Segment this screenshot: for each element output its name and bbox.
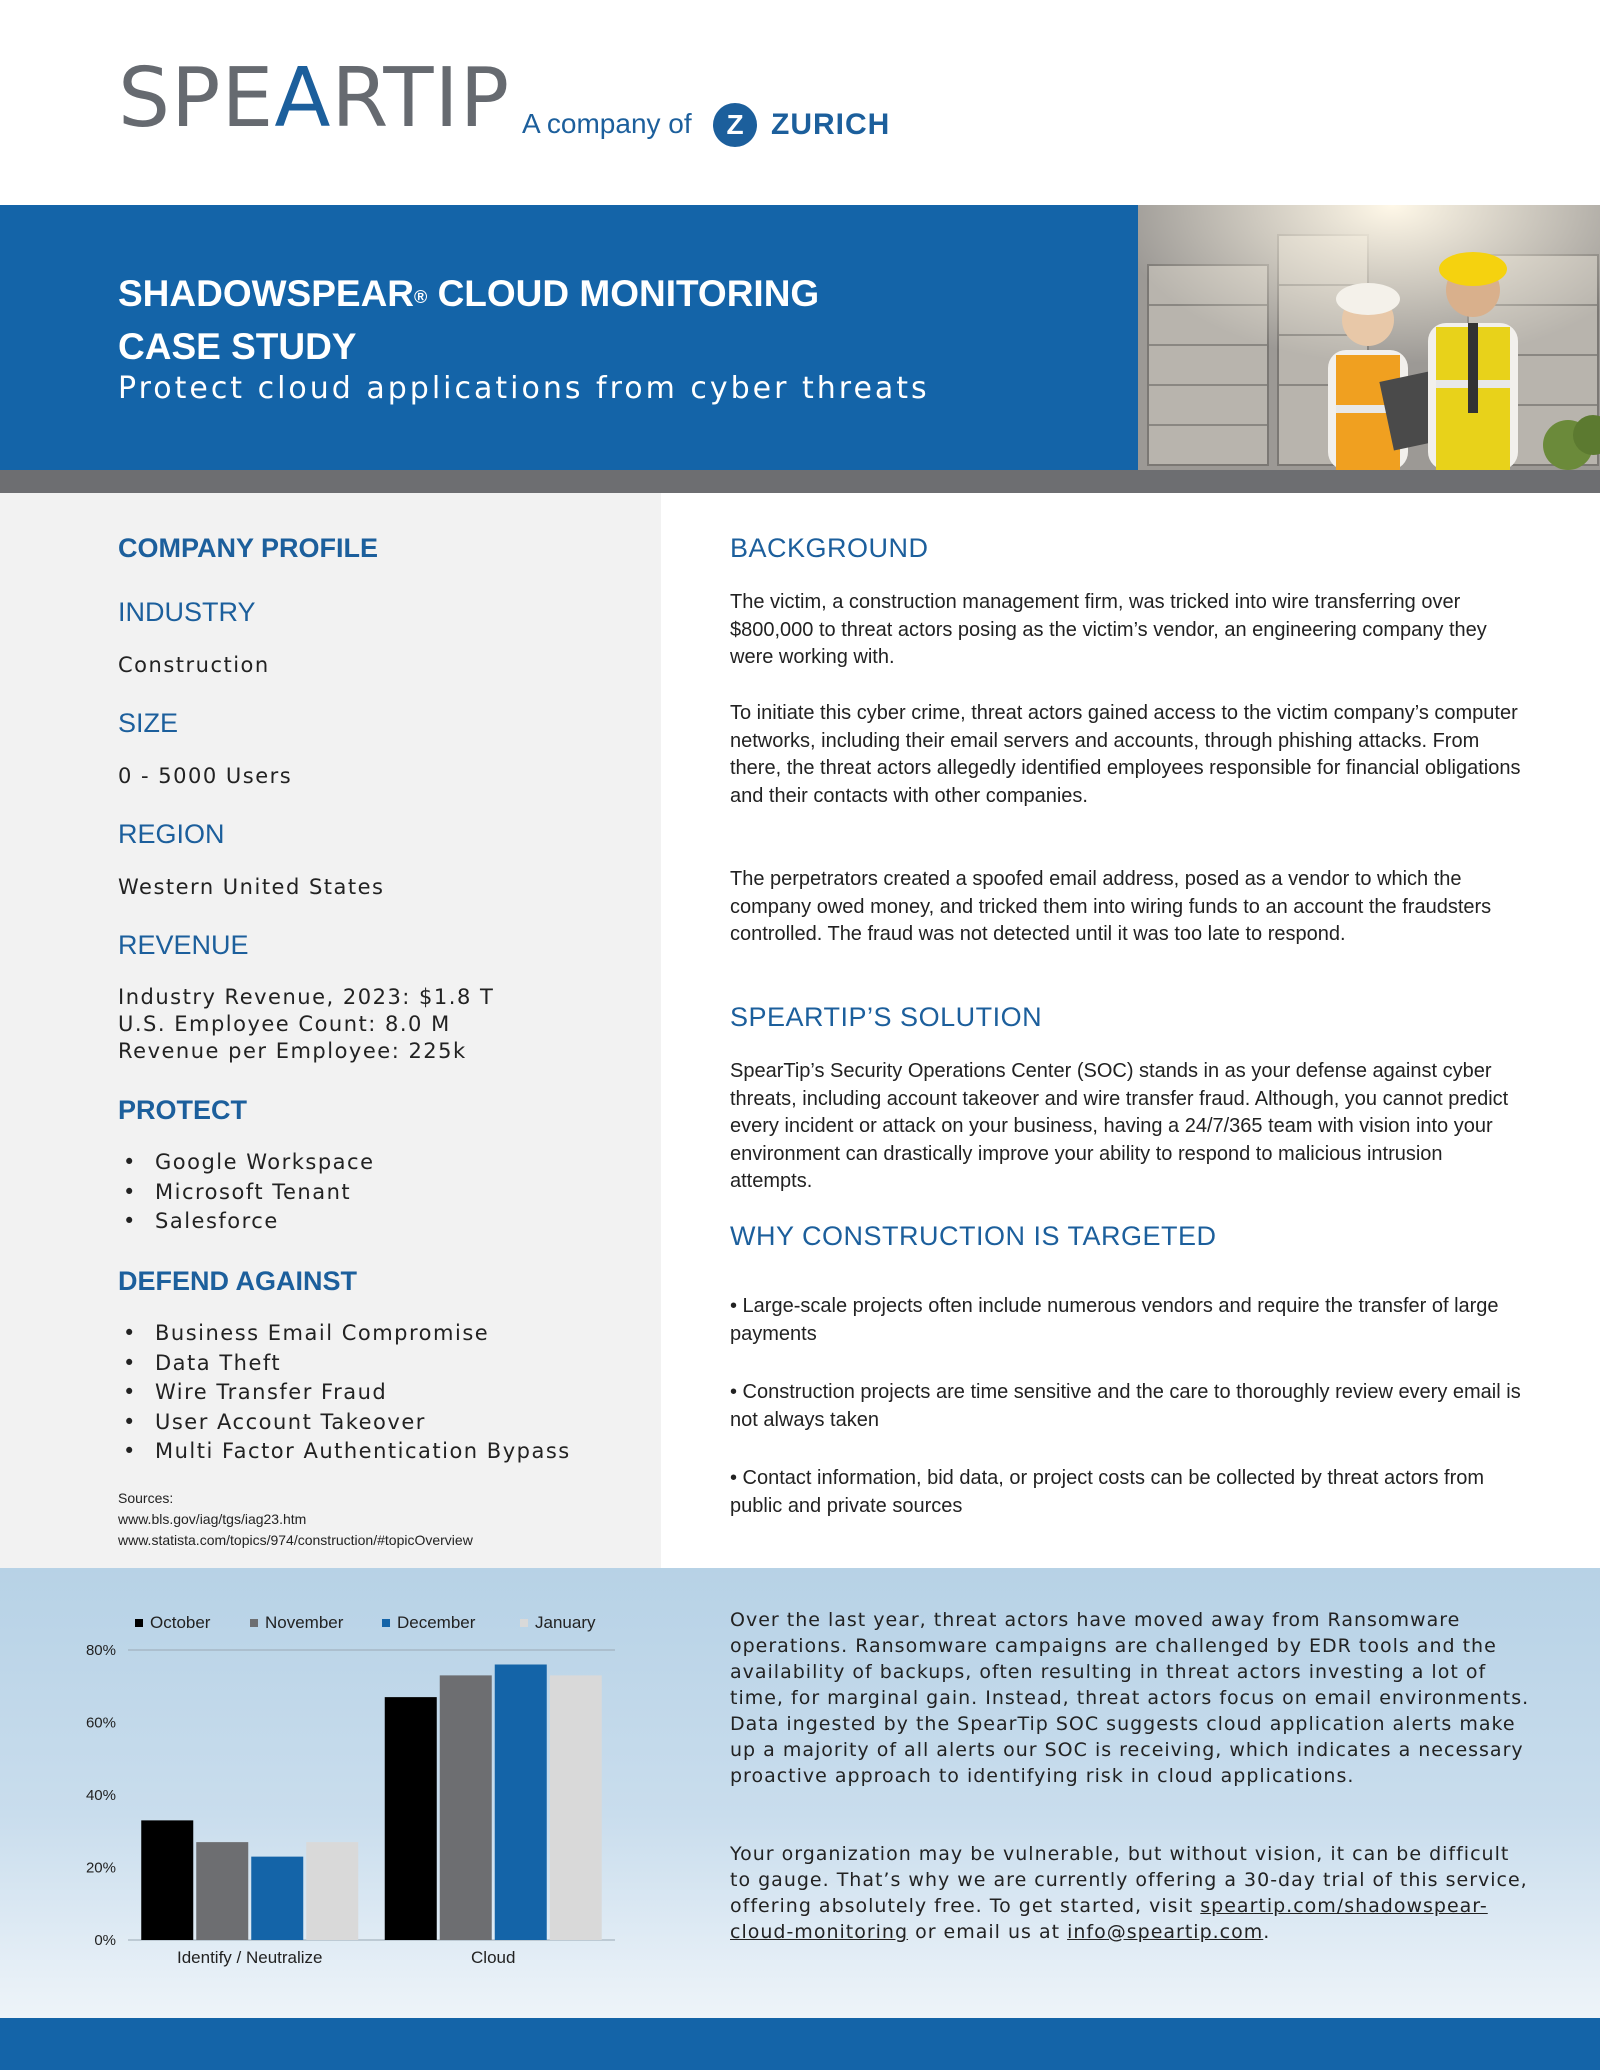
legend-swatch [250,1619,258,1627]
size-value: 0 - 5000 Users [118,764,293,788]
zurich-name: ZURICH [771,108,891,141]
legend-label: January [535,1613,596,1632]
size-label: SIZE [118,708,179,738]
legend-swatch [135,1619,143,1627]
chart-bar [440,1675,492,1940]
targeted-item-1: • Large-scale projects often include numerous vendors and require the transfer of large payments [730,1295,1499,1345]
sources-block [118,1488,473,1551]
construction-workers-photo [1138,205,1600,470]
zurich-logo-icon [713,103,757,147]
targeted-heading: WHY CONSTRUCTION IS TARGETED [730,1221,1217,1251]
title-banner [0,205,1138,470]
y-tick-label: 40% [85,1787,116,1804]
list-item: • Salesforce [118,1207,375,1237]
chart-bar [550,1675,602,1940]
company-profile-heading: COMPANY PROFILE [118,533,379,563]
list-item: • Microsoft Tenant [118,1178,375,1208]
company-of-text: A company of [522,108,692,139]
revenue-line: Revenue per Employee: 225k [118,1039,467,1063]
offer-text-start: Your organization may be vulnerable, but without vision, it can be difficult to gauge. That’s why we are currently offering a 30-day trial of this service, offering absolutely free. To get started, visit [730,1843,1528,1917]
revenue-line: Industry Revenue, 2023: $1.8 T [118,985,495,1009]
page-title [118,267,819,373]
protect-heading: PROTECT [118,1095,248,1125]
chart-bar [141,1820,193,1940]
list-item: • User Account Takeover [118,1408,571,1438]
logo-header [0,0,1600,205]
logo-text-left: SPE [118,51,275,146]
background-heading: BACKGROUND [730,533,929,563]
source-link[interactable]: www.bls.gov/iag/tgs/iag23.htm [118,1511,307,1527]
revenue-label: REVENUE [118,930,249,960]
sources-label: Sources: [118,1490,174,1506]
background-paragraph-2: To initiate this cyber crime, threat actors gained access to the victim company’s computer networks, including their email servers and accounts, through phishing attacks. From there, the threat actors allegedly identified employees responsible for financial obligations and their contacts with other companies. [730,702,1521,807]
defend-list [118,1319,571,1467]
x-category-label: Cloud [471,1948,516,1967]
trial-link[interactable]: speartip.com/shadowspear-cloud-monitoring [730,1895,1488,1943]
y-tick-label: 20% [85,1859,116,1877]
chart-bar [306,1842,358,1940]
revenue-line: U.S. Employee Count: 8.0 M [118,1012,451,1036]
alerts-bar-chart [70,1600,630,1980]
trend-paragraph: Over the last year, threat actors have moved away from Ransomware operations. Ransomware campaigns are challenged by EDR tools and the availability of backups, often resulting in threat actors investing a lot of time, for marginal gain. Instead, threat actors focus on email environments. Data ingested by the SpearTip SOC suggests cloud application alerts make up a majority of all alerts our SOC is receiving, which indicates a necessary proactive approach to identifying risk in cloud applications. [730,1609,1530,1787]
offer-text-mid: or email us at [908,1921,1068,1943]
legend-label: November [265,1613,344,1632]
chart-bar [251,1857,303,1940]
divider-strip [0,470,1600,493]
x-category-label: Identify / Neutralize [176,1948,323,1967]
region-label: REGION [118,819,225,849]
logo-text-right: RTIP [331,51,511,146]
solution-heading: SPEARTIP’S SOLUTION [730,1002,1043,1032]
background-paragraph-1: The victim, a construction management firm, was tricked into wire transferring over $800,000 to threat actors posing as the victim’s vendor, an engineering company they were working with. [730,591,1487,668]
list-item: • Data Theft [118,1349,571,1379]
list-item: • Google Workspace [118,1148,375,1178]
title-part2: CLOUD MONITORING [427,273,820,314]
background-paragraph-3: The perpetrators created a spoofed email address, posed as a vendor to which the company owed money, and tricked them into wiring funds to an account the fraudsters controlled. The fraud was not detected until it was too late to respond. [730,868,1492,945]
offer-paragraph [730,1841,1530,1945]
list-item: • Business Email Compromise [118,1319,571,1349]
revenue-values [118,984,494,1065]
chart-bar [196,1842,248,1940]
defend-against-heading: DEFEND AGAINST [118,1266,358,1296]
targeted-item-2: • Construction projects are time sensitive and the care to thoroughly review every email is not always taken [730,1381,1521,1431]
chart-bar [385,1697,437,1940]
list-item: • Wire Transfer Fraud [118,1378,571,1408]
industry-value: Construction [118,653,270,677]
offer-text-end: . [1263,1921,1271,1943]
legend-label: December [397,1613,476,1632]
legend-swatch [520,1619,528,1627]
y-tick-label: 80% [85,1642,116,1659]
legend-swatch [382,1619,390,1627]
zurich-mark: Z [726,109,744,140]
source-link[interactable]: www.statista.com/topics/974/construction/#topicOverview [118,1532,473,1548]
logo-a-mark: A [274,51,332,146]
y-tick-label: 60% [85,1714,116,1732]
registered-mark: ® [414,287,428,307]
industry-label: INDUSTRY [118,597,256,627]
solution-paragraph: SpearTip’s Security Operations Center (SOC) stands in as your defense against cyber threats, including account takeover and wire transfer fraud. Although, you cannot predict every incident or attack on your business, having a 24/7/365 team with vision into your environment can drastically improve your ability to respond to malicious intrusion attempts. [730,1060,1509,1192]
email-link[interactable]: info@speartip.com [1067,1921,1264,1943]
footer-bar [0,2018,1600,2070]
speartip-logo[interactable] [118,51,511,146]
page-subtitle: Protect cloud applications from cyber threats [118,371,930,406]
title-line2: CASE STUDY [118,326,357,367]
targeted-item-3: • Contact information, bid data, or project costs can be collected by threat actors from public and private sources [730,1467,1485,1517]
chart-bar [495,1665,547,1941]
protect-list [118,1148,375,1237]
legend-label: October [150,1613,211,1632]
title-part1: SHADOWSPEAR [118,273,415,314]
y-tick-label: 0% [94,1932,116,1949]
region-value: Western United States [118,875,385,899]
list-item: • Multi Factor Authentication Bypass [118,1437,571,1467]
